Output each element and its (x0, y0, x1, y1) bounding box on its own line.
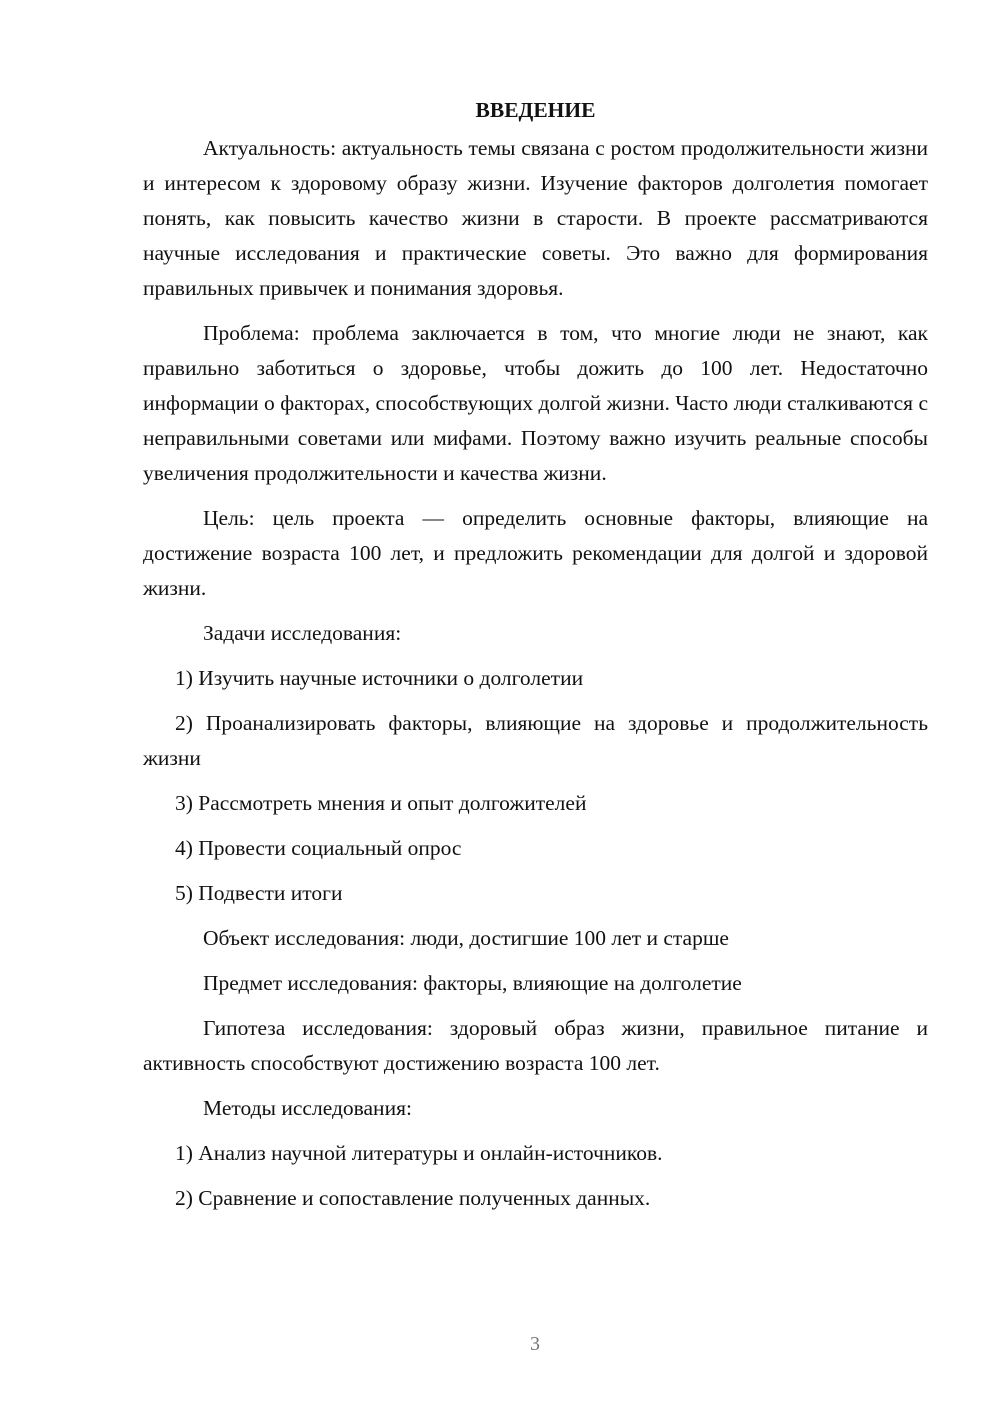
task-item-1: 1) Изучить научные источники о долголетии (175, 666, 584, 690)
method-item-2: 2) Сравнение и сопоставление полученных данных. (175, 1186, 651, 1210)
paragraph-subject: Предмет исследования: факторы, влияющие на долголетие (203, 971, 742, 995)
paragraph-hypothesis: Гипотеза исследования: здоровый образ жизни, правильное питание и активность способствуют достижению возраста 100 лет. (143, 1016, 928, 1075)
paragraph-tasks-heading: Задачи исследования: (203, 621, 402, 645)
page-content (143, 95, 928, 1226)
page-number: 3 (530, 1333, 540, 1355)
task-item-3: 3) Рассмотреть мнения и опыт долгожителей (175, 791, 587, 815)
paragraph-problem: Проблема: проблема заключается в том, что многие люди не знают, как правильно заботиться о здоровье, чтобы дожить до 100 лет. Недостаточно информации о факторах, способствующих долгой жизни. Часто люди сталкиваются с неправильными советами или мифами. Поэтому важно изучить реальные способы увеличения продолжительности и качества жизни. (143, 321, 928, 485)
section-heading: ВВЕДЕНИЕ (475, 98, 596, 122)
method-item-1: 1) Анализ научной литературы и онлайн-источников. (175, 1141, 663, 1165)
paragraph-methods-heading: Методы исследования: (203, 1096, 412, 1120)
paragraph-goal: Цель: цель проекта — определить основные факторы, влияющие на достижение возраста 100 лет, и предложить рекомендации для долгой и здоровой жизни. (143, 506, 928, 600)
task-item-5: 5) Подвести итоги (175, 881, 343, 905)
paragraph-object: Объект исследования: люди, достигшие 100 лет и старше (203, 926, 729, 950)
task-item-2: 2) Проанализировать факторы, влияющие на здоровье и продолжительность жизни (143, 711, 928, 770)
paragraph-relevance: Актуальность: актуальность темы связана с ростом продолжительности жизни и интересом к здоровому образу жизни. Изучение факторов долголетия помогает понять, как повысить качество жизни в старости. В проекте рассматриваются научные исследования и практические советы. Это важно для формирования правильных привычек и понимания здоровья. (143, 136, 928, 300)
task-item-4: 4) Провести социальный опрос (175, 836, 462, 860)
